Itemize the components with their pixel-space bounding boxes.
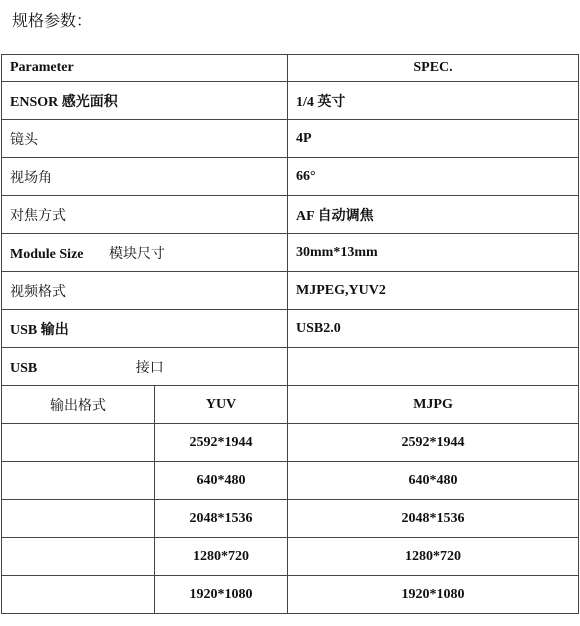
mjpg-resolution: 640*480 — [288, 462, 579, 500]
value-cell — [288, 158, 579, 196]
yuv-resolution: 2048*1536 — [155, 500, 288, 538]
value-label: USB2.0 — [296, 320, 341, 336]
spec-row-fov — [2, 158, 579, 196]
empty-cell — [2, 424, 155, 462]
value-cell — [288, 348, 579, 386]
resolution-row — [2, 462, 579, 500]
parameter-header: Parameter — [2, 55, 288, 82]
resolution-row — [2, 576, 579, 614]
yuv-resolution: 640*480 — [155, 462, 288, 500]
output-format-label: 输出格式 — [50, 397, 106, 414]
spec-row-module-size — [2, 234, 579, 272]
param-label-cn: 接口 — [135, 359, 164, 376]
value-label: MJPEG,YUV2 — [296, 282, 386, 298]
param-label: USB 输出 — [10, 322, 69, 338]
spec-header-row — [2, 55, 579, 82]
param-label-cn: 模块尺寸 — [109, 245, 165, 262]
value-cell — [288, 82, 579, 120]
value-cell — [288, 310, 579, 348]
resolution-row — [2, 500, 579, 538]
empty-cell — [2, 500, 155, 538]
spec-row-sensor — [2, 82, 579, 120]
empty-cell — [2, 462, 155, 500]
value-label: 66° — [296, 168, 316, 184]
param-label-en: USB — [10, 360, 38, 376]
value-label: 30mm*13mm — [296, 244, 378, 260]
param-label: 视频格式 — [10, 283, 66, 300]
value-label: 1/4 英寸 — [296, 94, 346, 110]
page-title: 规格参数： — [12, 11, 93, 30]
value-label: 4P — [296, 130, 312, 146]
mjpg-resolution: 2048*1536 — [288, 500, 579, 538]
mjpg-header: MJPG — [288, 386, 579, 424]
output-format-label-cell — [2, 386, 155, 424]
mjpg-resolution: 1920*1080 — [288, 576, 579, 614]
value-cell — [288, 272, 579, 310]
param-cell — [2, 82, 288, 120]
param-label-en: Module Size — [10, 246, 84, 262]
empty-cell — [2, 576, 155, 614]
yuv-resolution: 1280*720 — [155, 538, 288, 576]
param-label: ENSOR 感光面积 — [10, 94, 118, 110]
value-cell — [288, 234, 579, 272]
spec-row-usb-interface — [2, 348, 579, 386]
yuv-resolution: 1920*1080 — [155, 576, 288, 614]
spec-row-usb-output — [2, 310, 579, 348]
param-cell — [2, 348, 288, 386]
resolution-row — [2, 424, 579, 462]
value-label: AF 自动调焦 — [296, 208, 374, 224]
mjpg-resolution: 2592*1944 — [288, 424, 579, 462]
param-label: 视场角 — [10, 169, 52, 186]
spec-row-lens — [2, 120, 579, 158]
spec-table — [1, 54, 579, 614]
spec-row-video-format — [2, 272, 579, 310]
param-cell — [2, 120, 288, 158]
value-cell — [288, 120, 579, 158]
spec-header: SPEC. — [288, 55, 579, 82]
param-cell — [2, 158, 288, 196]
yuv-resolution: 2592*1944 — [155, 424, 288, 462]
resolution-row — [2, 538, 579, 576]
spec-row-focus — [2, 196, 579, 234]
param-cell — [2, 196, 288, 234]
param-cell — [2, 272, 288, 310]
empty-cell — [2, 538, 155, 576]
yuv-header: YUV — [155, 386, 288, 424]
param-cell — [2, 310, 288, 348]
mjpg-resolution: 1280*720 — [288, 538, 579, 576]
output-header-row — [2, 386, 579, 424]
param-cell — [2, 234, 288, 272]
value-cell — [288, 196, 579, 234]
param-label: 镜头 — [10, 131, 38, 148]
param-label: 对焦方式 — [10, 207, 66, 224]
